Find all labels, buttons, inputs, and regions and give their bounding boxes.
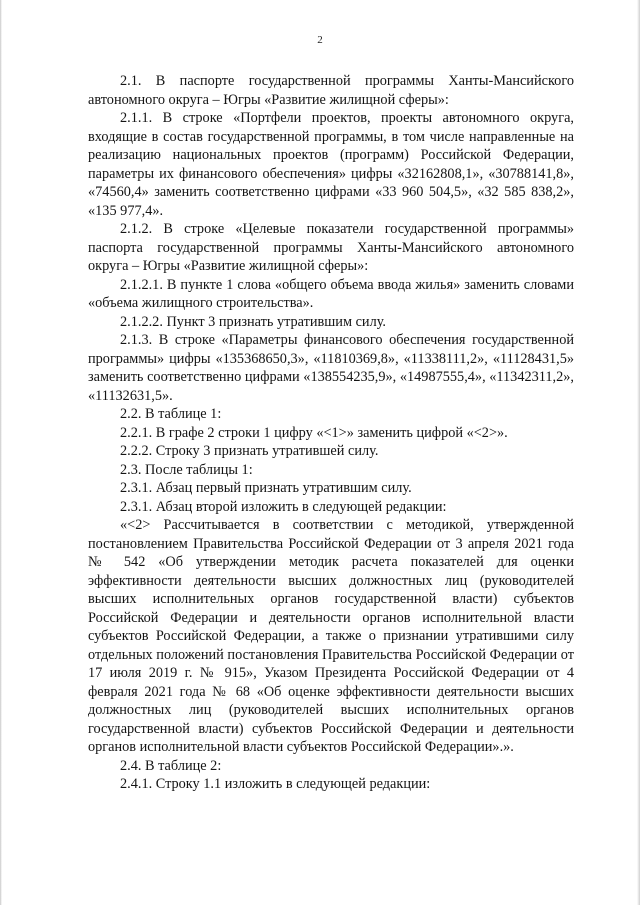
document-body [88,72,574,794]
paragraph-2-3: 2.3. После таблицы 1: [120,461,253,478]
paragraph-2-3-1-a: 2.3.1. Абзац первый признать утратившим силу. [120,480,412,496]
paragraph-2-4-1: 2.4.1. Строку 1.1 изложить в следующей редакции: [120,776,431,792]
paragraph-2-1-2-2: 2.1.2.2. Пункт 3 признать утратившим силу. [120,313,387,330]
paragraph-footnote-2: «<2> Рассчитывается в соответствии с методикой, утвержденной постановлением Правительства Российской Федерации от 3 апреля 2021 года № 542 «Об утверждении методик расчета показателей для оценки эффективности деятельности высших должностных лиц (руководителей высших исполнительных органов государственной власти) субъектов Российской Федерации и деятельности органов исполнительной власти субъектов Российской Федерации, а также о признании утратившими силу отдельных положений постановления Правительства Российской Федерации от 17 июля 2019 г. № 915», Указом Президента Российской Федерации от 4 февраля 2021 года № 68 «Об оценке эффективности деятельности высших должностных лиц (руководителей высших исполнительных органов государственной власти) субъектов Российской Федерации и деятельности органов исполнительной власти субъектов Российской Федерации».». [88,517,574,755]
paragraph-2-4: 2.4. В таблице 2: [120,757,222,774]
paragraph-2-1-2: 2.1.2. В строке «Целевые показатели государственной программы» паспорта государственной программы Ханты-Мансийского автономного округа – Югры «Развитие жилищной сферы»: [88,221,574,274]
paragraph-2-2-2: 2.2.2. Строку 3 признать утратившей силу. [120,443,379,459]
page-left-edge [0,0,2,905]
paragraph-2-1-1: 2.1.1. В строке «Портфели проектов, проекты автономного округа, входящие в состав государственной программы, в том числе направленные на реализацию национальных проектов (программ) Российской Федерации, параметры их финансового обеспечения» цифры «32162808,1», «30788141,8», «74560,4» заменить соответственно цифрами «33 960 504,5», «32 585 838,2», «135 977,4». [88,110,574,219]
paragraph-2-2: 2.2. В таблице 1: [120,406,222,422]
paragraph-2-1-2-1: 2.1.2.1. В пункте 1 слова «общего объема ввода жилья» заменить словами «объема жилищного строительства». [88,276,574,311]
page-number: 2 [317,34,323,46]
paragraph-2-2-1: 2.2.1. В графе 2 строки 1 цифру «<1>» заменить цифрой «<2>». [120,424,508,441]
paragraph-2-3-1-b: 2.3.1. Абзац второй изложить в следующей редакции: [120,498,447,515]
paragraph-2-1-3: 2.1.3. В строке «Параметры финансового обеспечения государственной программы» цифры «135368650,3», «11810369,8», «11338111,2», «11128431,5» заменить соответственно цифрами «138554235,9», «14987555,4», «11342311,2», «11132631,5». [88,332,574,404]
paragraph-2-1: 2.1. В паспорте государственной программы Ханты-Мансийского автономного округа – Югры «Развитие жилищной сферы»: [88,73,574,108]
